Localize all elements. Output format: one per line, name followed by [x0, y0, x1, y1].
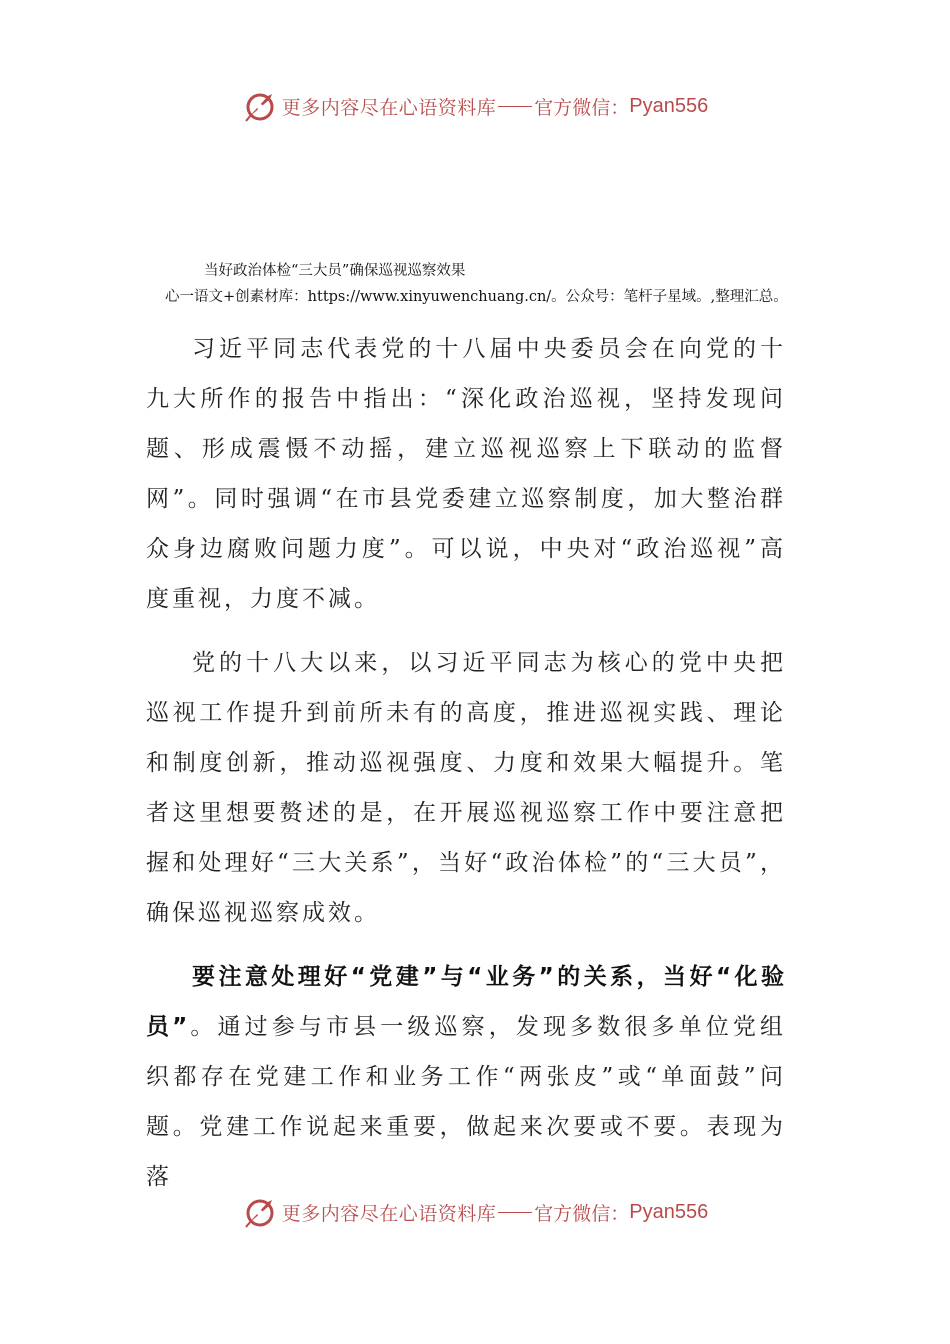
pen-circle-logo-icon [242, 1194, 278, 1230]
banner-dash [498, 106, 532, 107]
banner-wechat-id: Pyan556 [629, 94, 709, 117]
document-title: 当好政治体检“三大员”确保巡视巡察效果 [204, 263, 466, 279]
banner-wechat-id: Pyan556 [629, 1200, 709, 1223]
paragraph-3-text: 。通过参与市县一级巡察，发现多数很多单位党组织都存在党建工作和业务工作“两张皮”或“单面鼓”问题。党建工作说起来重要，做起来次要或不要。表现为落 [146, 1014, 786, 1190]
banner-wechat-label: 官方微信： [534, 1202, 630, 1225]
banner-main-text: 更多内容尽在心语资料库 [281, 96, 497, 119]
paragraph-2 [146, 638, 786, 938]
banner-dash [498, 1212, 532, 1213]
banner-wechat-label: 官方微信： [534, 96, 630, 119]
paragraph-2-text: 党的十八大以来，以习近平同志为核心的党中央把巡视工作提升到前所未有的高度，推进巡视实践、理论和制度创新，推动巡视强度、力度和效果大幅提升。笔者这里想要赘述的是，在开展巡视巡察工作中要注意把握和处理好“三大关系”，当好“政治体检”的“三大员”，确保巡视巡察成效。 [146, 650, 786, 926]
header-banner [0, 84, 950, 128]
document-source-line: 心一语文+创素材库：https://www.xinyuwenchuang.cn/。公众号：笔杆子星域。,整理汇总。 [165, 289, 788, 305]
pen-circle-logo-icon [242, 88, 278, 124]
paragraph-3 [146, 952, 786, 1202]
footer-banner [0, 1190, 950, 1234]
paragraph-1-text: 习近平同志代表党的十八届中央委员会在向党的十九大所作的报告中指出：“深化政治巡视，坚持发现问题、形成震慑不动摇，建立巡视巡察上下联动的监督网”。同时强调“在市县党委建立巡察制度，加大整治群众身边腐败问题力度”。可以说，中央对“政治巡视”高度重视，力度不减。 [146, 336, 786, 612]
paragraph-3-lead: 要注意处理好“党建”与“业务”的关系，当好“化验员” [146, 964, 786, 1040]
banner-main-text: 更多内容尽在心语资料库 [281, 1202, 497, 1225]
paragraph-1 [146, 324, 786, 624]
